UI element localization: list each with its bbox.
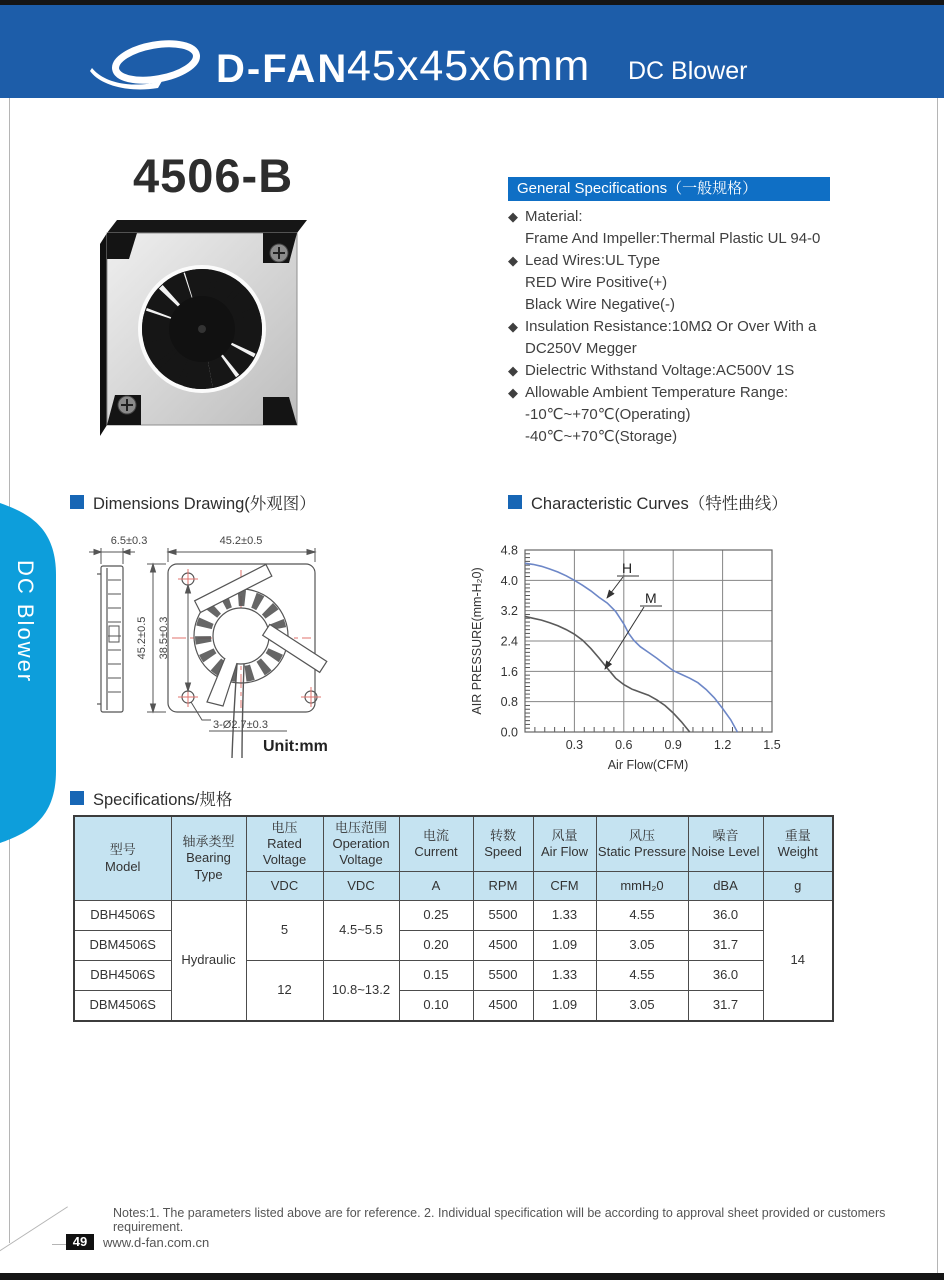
brand-name: D-FAN xyxy=(216,47,349,91)
col-header-current: 电流 Current xyxy=(399,816,473,872)
svg-text:4.8: 4.8 xyxy=(500,543,518,558)
section-curves xyxy=(508,490,788,514)
diamond-bullet: ◆ xyxy=(508,209,518,224)
dim-side-width: 6.5±0.3 xyxy=(110,535,148,547)
unit-cell: A xyxy=(399,872,473,901)
spec-line xyxy=(508,338,938,360)
section-title: Characteristic Curves（特性曲线） xyxy=(531,495,788,513)
page-number: 49 xyxy=(66,1234,94,1250)
section-dimensions xyxy=(70,490,316,514)
spec-text: -10℃~+70℃(Operating) xyxy=(525,406,691,423)
table-row: DBH4506S 12 10.8~13.2 0.15 5500 1.33 4.55 36.0 xyxy=(74,961,833,991)
svg-text:4.0: 4.0 xyxy=(500,573,518,588)
curve-label-m: M xyxy=(645,590,657,606)
table-row: DBM4506S 0.10 4500 1.09 3.05 31.7 xyxy=(74,991,833,1022)
blue-square-bullet xyxy=(70,791,84,805)
page-frame-diagonal xyxy=(0,1206,68,1259)
chart-curve-annotations xyxy=(605,560,662,669)
chart-series xyxy=(525,563,737,732)
drawing-unit-label: Unit:mm xyxy=(263,738,328,755)
svg-text:3.2: 3.2 xyxy=(500,604,518,619)
general-specs-header: General Specifications（一般规格） xyxy=(508,177,830,201)
spec-line xyxy=(508,228,938,250)
svg-text:0.8: 0.8 xyxy=(500,695,518,710)
svg-text:1.5: 1.5 xyxy=(763,738,781,752)
dim-hole-pitch: 38.5±0.3 xyxy=(158,616,170,660)
diamond-bullet: ◆ xyxy=(508,253,518,268)
characteristic-chart xyxy=(465,532,805,784)
section-title: Specifications/规格 xyxy=(93,791,233,809)
spec-text: DC250V Megger xyxy=(525,340,637,357)
product-size-title: 45x45x6mm xyxy=(347,42,591,90)
model-cell: DBH4506S xyxy=(74,961,171,991)
dimensions-drawing xyxy=(75,530,465,782)
general-specs-list xyxy=(508,206,938,448)
spec-text: Insulation Resistance:10MΩ Or Over With a xyxy=(525,318,817,335)
blue-square-bullet xyxy=(508,495,522,509)
specifications-table xyxy=(73,815,834,1022)
spec-line xyxy=(508,360,938,382)
dim-holes: 3-Ø2.7±0.3 xyxy=(213,719,268,731)
svg-text:2.4: 2.4 xyxy=(500,634,518,649)
table-row: DBH4506S Hydraulic 5 4.5~5.5 0.25 5500 1.33 4.55 36.0 14 xyxy=(74,901,833,931)
curve-label-h: H xyxy=(622,560,633,576)
spec-line xyxy=(508,206,938,228)
notes-text: Notes:1. The parameters listed above are for reference. 2. Individual specification will be according to approval sheet provided or customers requirement. xyxy=(113,1206,886,1234)
blue-square-bullet xyxy=(70,495,84,509)
unit-cell: VDC xyxy=(246,872,323,901)
col-header-speed: 转数 Speed xyxy=(473,816,533,872)
diamond-bullet: ◆ xyxy=(508,319,518,334)
bottom-black-strip xyxy=(0,1273,944,1280)
spec-line xyxy=(508,404,938,426)
svg-text:0.6: 0.6 xyxy=(615,738,633,752)
spec-line xyxy=(508,382,938,404)
dfan-logo-icon xyxy=(88,35,216,91)
spec-text: RED Wire Positive(+) xyxy=(525,274,668,291)
dim-frame-width: 45.2±0.5 xyxy=(219,535,263,547)
svg-text:1.6: 1.6 xyxy=(500,664,518,679)
col-header-pressure: 风压 Static Pressure xyxy=(596,816,688,872)
weight-cell: 14 xyxy=(763,901,833,1022)
page-title: 4506-B xyxy=(133,149,294,202)
operation-voltage-cell: 4.5~5.5 xyxy=(323,901,399,961)
col-header-model: 型号 Model xyxy=(74,816,171,901)
section-specifications xyxy=(70,786,232,810)
diamond-bullet: ◆ xyxy=(508,385,518,400)
spec-text: Dielectric Withstand Voltage:AC500V 1S xyxy=(525,362,795,379)
unit-cell: dBA xyxy=(688,872,763,901)
col-header-airflow: 风量 Air Flow xyxy=(533,816,596,872)
col-header-bearing: 轴承类型 Bearing Type xyxy=(171,816,246,901)
col-header-weight: 重量 Weight xyxy=(763,816,833,872)
product-photo xyxy=(95,213,313,453)
bearing-cell: Hydraulic xyxy=(171,901,246,1022)
operation-voltage-cell: 10.8~13.2 xyxy=(323,961,399,1022)
chart-grid xyxy=(525,550,772,732)
svg-text:0.9: 0.9 xyxy=(664,738,682,752)
model-cell: DBH4506S xyxy=(74,901,171,931)
spec-line xyxy=(508,272,938,294)
chart-x-axis-label: Air Flow(CFM) xyxy=(607,758,689,772)
svg-text:1.2: 1.2 xyxy=(713,738,732,752)
unit-cell: VDC xyxy=(323,872,399,901)
unit-cell: RPM xyxy=(473,872,533,901)
col-header-operation-voltage: 电压范围 Operation Voltage xyxy=(323,816,399,872)
spec-line xyxy=(508,426,938,448)
spec-line xyxy=(508,250,938,272)
chart-y-axis-label: AIR PRESSURE(mm-H₂0) xyxy=(470,567,484,715)
unit-cell: CFM xyxy=(533,872,596,901)
col-header-noise: 噪音 Noise Level xyxy=(688,816,763,872)
rated-voltage-cell: 12 xyxy=(246,961,323,1022)
table-row: DBM4506S 0.20 4500 1.09 3.05 31.7 xyxy=(74,931,833,961)
product-type-title: DC Blower xyxy=(628,57,748,85)
model-cell: DBM4506S xyxy=(74,991,171,1022)
unit-cell: g xyxy=(763,872,833,901)
svg-text:0.3: 0.3 xyxy=(565,738,584,752)
spec-text: Frame And Impeller:Thermal Plastic UL 94-0 xyxy=(525,230,821,247)
spec-text: Material: xyxy=(525,208,583,225)
model-cell: DBM4506S xyxy=(74,931,171,961)
col-header-rated-voltage: 电压 Rated Voltage xyxy=(246,816,323,872)
spec-text: Allowable Ambient Temperature Range: xyxy=(525,384,789,401)
spec-line xyxy=(508,294,938,316)
spec-text: Black Wire Negative(-) xyxy=(525,296,676,313)
section-title: Dimensions Drawing(外观图） xyxy=(93,495,316,513)
svg-text:0.0: 0.0 xyxy=(500,725,518,740)
sidebar-tab-label xyxy=(12,560,38,586)
spec-text: Lead Wires:UL Type xyxy=(525,252,661,269)
website-url: www.d-fan.com.cn xyxy=(103,1235,210,1250)
rated-voltage-cell: 5 xyxy=(246,901,323,961)
dim-frame-height: 45.2±0.5 xyxy=(136,616,148,660)
spec-text: -40℃~+70℃(Storage) xyxy=(525,428,678,445)
diamond-bullet: ◆ xyxy=(508,363,518,378)
unit-cell: mmH₂0 xyxy=(596,872,688,901)
spec-line xyxy=(508,316,938,338)
